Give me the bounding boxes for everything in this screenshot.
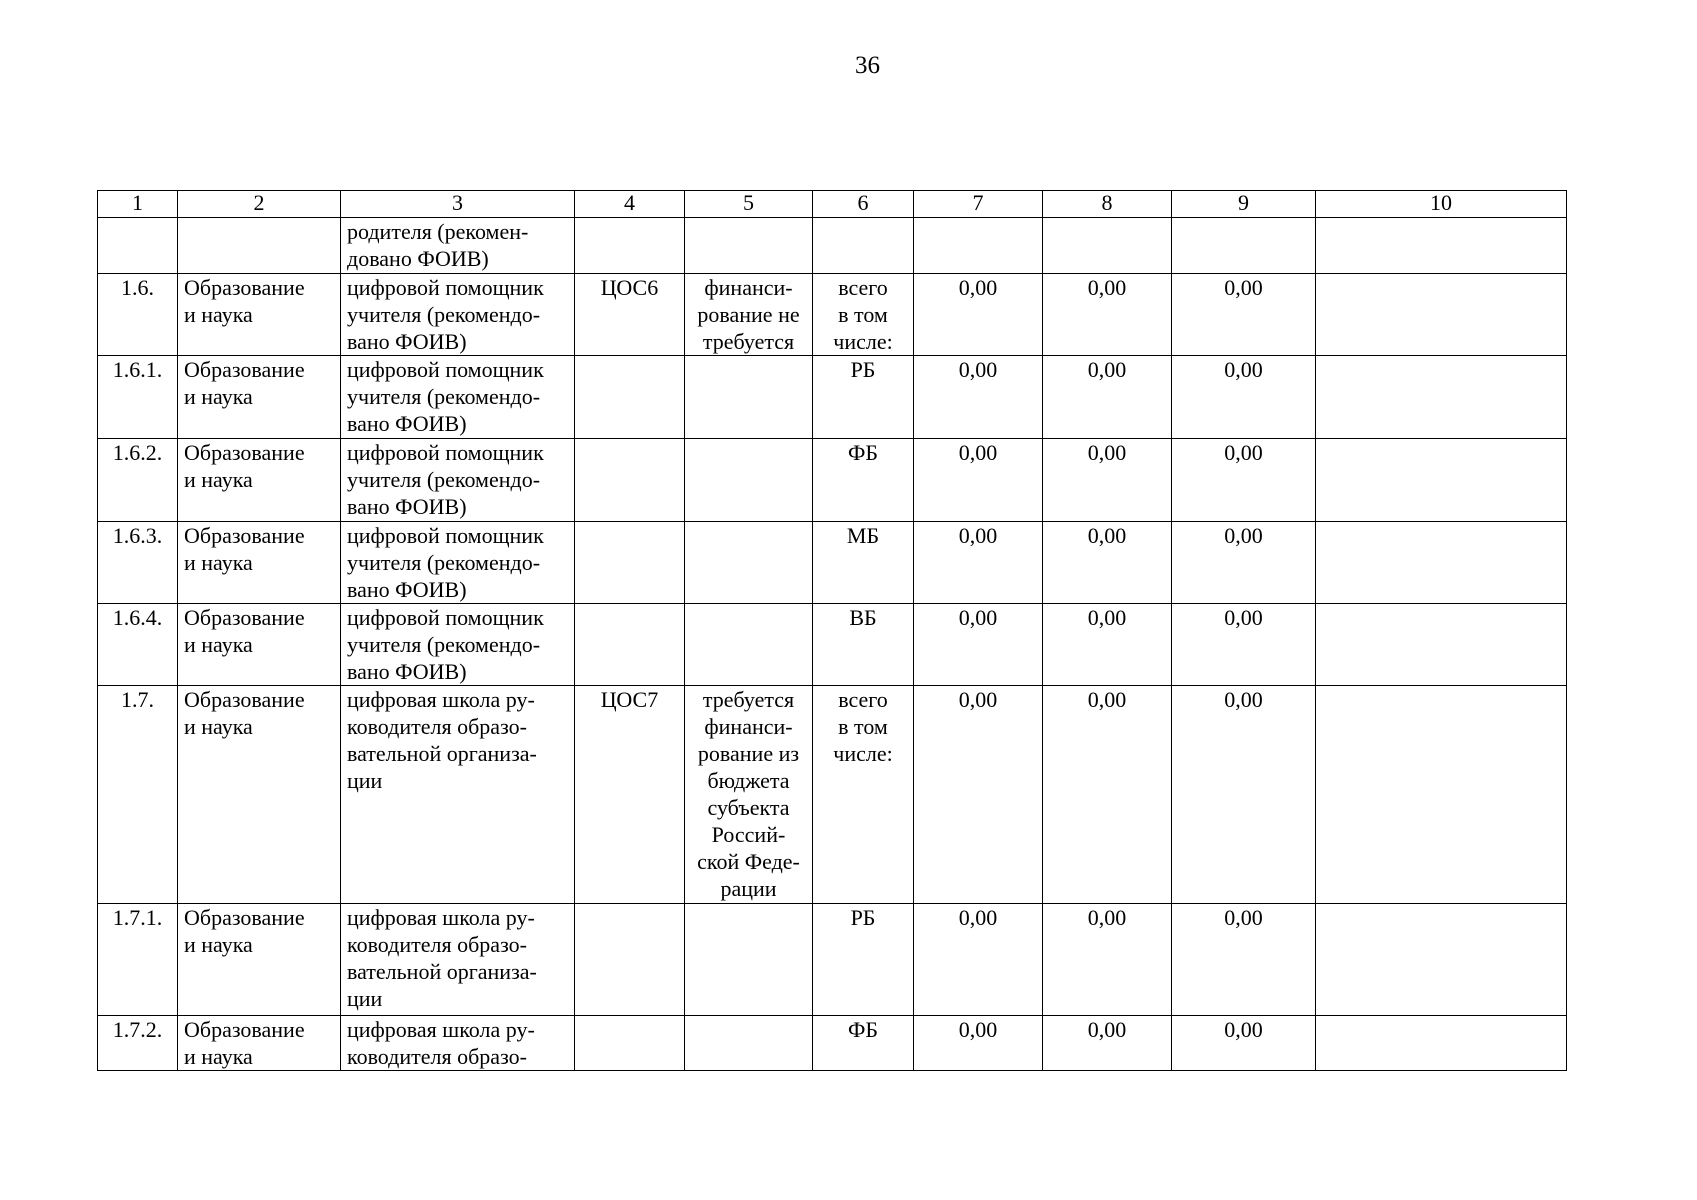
description-cell-line: вано ФОИВ) xyxy=(347,659,467,684)
value-col8-cell: 0,00 xyxy=(1043,439,1172,522)
description-cell xyxy=(341,686,575,904)
table-row xyxy=(98,439,1567,522)
description-cell xyxy=(341,904,575,1016)
notes-cell xyxy=(1316,1016,1567,1071)
source-cell xyxy=(813,686,914,904)
value-col7-cell: 0,00 xyxy=(914,604,1043,686)
description-cell-line: учителя (рекомендо- xyxy=(347,632,541,657)
description-cell-line: вано ФОИВ) xyxy=(347,494,467,519)
header-cell-1: 1 xyxy=(98,191,178,218)
financing-cell-line: требуется xyxy=(702,329,795,354)
header-cell-9: 9 xyxy=(1172,191,1316,218)
description-cell-line: учителя (рекомендо- xyxy=(347,302,541,327)
description-cell-line: ции xyxy=(347,986,383,1011)
sector-cell xyxy=(178,439,341,522)
notes-cell xyxy=(1316,439,1567,522)
value-col9-cell xyxy=(1172,218,1316,274)
description-cell-line: ководителя образо- xyxy=(347,714,527,739)
sector-cell-line: и наука xyxy=(184,632,253,657)
sector-cell xyxy=(178,522,341,604)
description-cell xyxy=(341,1016,575,1071)
code-cell xyxy=(575,356,685,439)
sector-cell-line: Образование xyxy=(184,687,305,712)
value-col8-cell: 0,00 xyxy=(1043,274,1172,356)
description-cell-line: вано ФОИВ) xyxy=(347,329,467,354)
value-col7-cell: 0,00 xyxy=(914,522,1043,604)
description-cell-line: учителя (рекомендо- xyxy=(347,467,541,492)
source-cell xyxy=(813,604,914,686)
code-cell: ЦОС6 xyxy=(575,274,685,356)
value-col8-cell: 0,00 xyxy=(1043,904,1172,1016)
source-cell-line: в том xyxy=(838,302,888,327)
header-cell-10: 10 xyxy=(1316,191,1567,218)
financing-cell-line: ской Феде- xyxy=(697,849,800,874)
financing-cell xyxy=(685,274,813,356)
header-row xyxy=(98,191,1567,218)
source-cell xyxy=(813,1016,914,1071)
description-cell xyxy=(341,439,575,522)
financing-cell xyxy=(685,218,813,274)
sector-cell-line: и наука xyxy=(184,467,253,492)
sector-cell-line: Образование xyxy=(184,905,305,930)
header-cell-7: 7 xyxy=(914,191,1043,218)
financing-cell-line: рование не xyxy=(697,302,800,327)
description-cell-line: вано ФОИВ) xyxy=(347,577,467,602)
financing-cell xyxy=(685,686,813,904)
header-cell-6: 6 xyxy=(813,191,914,218)
sector-cell-line: и наука xyxy=(184,932,253,957)
table-row xyxy=(98,522,1567,604)
value-col7-cell: 0,00 xyxy=(914,439,1043,522)
source-cell-line: ВБ xyxy=(849,605,877,630)
description-cell xyxy=(341,522,575,604)
source-cell-line: всего xyxy=(838,275,888,300)
sector-cell-line: Образование xyxy=(184,440,305,465)
description-cell-line: цифровой помощник xyxy=(347,357,544,382)
notes-cell xyxy=(1316,356,1567,439)
value-col7-cell: 0,00 xyxy=(914,686,1043,904)
value-col7-cell: 0,00 xyxy=(914,904,1043,1016)
sector-cell-line: и наука xyxy=(184,1044,253,1069)
value-col9-cell: 0,00 xyxy=(1172,904,1316,1016)
value-col7-cell xyxy=(914,218,1043,274)
description-cell-line: цифровой помощник xyxy=(347,440,544,465)
financing-cell-line: бюджета xyxy=(707,768,790,793)
value-col7-cell: 0,00 xyxy=(914,1016,1043,1071)
code-cell xyxy=(575,904,685,1016)
source-cell xyxy=(813,356,914,439)
header-cell-5: 5 xyxy=(685,191,813,218)
financing-cell-line: финанси- xyxy=(704,275,793,300)
description-cell-line: вательной организа- xyxy=(347,959,537,984)
value-col8-cell: 0,00 xyxy=(1043,604,1172,686)
notes-cell xyxy=(1316,218,1567,274)
value-col7-cell: 0,00 xyxy=(914,274,1043,356)
table-row xyxy=(98,604,1567,686)
financing-cell xyxy=(685,904,813,1016)
source-cell xyxy=(813,439,914,522)
source-cell-line: РБ xyxy=(850,357,876,382)
description-cell-line: ции xyxy=(347,768,383,793)
header-cell-8: 8 xyxy=(1043,191,1172,218)
financing-cell-line: финанси- xyxy=(704,714,793,739)
value-col9-cell: 0,00 xyxy=(1172,1016,1316,1071)
sector-cell-line: Образование xyxy=(184,605,305,630)
sector-cell xyxy=(178,356,341,439)
value-col7-cell: 0,00 xyxy=(914,356,1043,439)
notes-cell xyxy=(1316,522,1567,604)
row-number xyxy=(98,218,178,274)
source-cell-line: ФБ xyxy=(847,440,878,465)
header-cell-4: 4 xyxy=(575,191,685,218)
description-cell-line: цифровой помощник xyxy=(347,275,544,300)
sector-cell-line: Образование xyxy=(184,523,305,548)
source-cell xyxy=(813,904,914,1016)
description-cell-line: довано ФОИВ) xyxy=(347,246,489,271)
description-cell-line: цифровая школа ру- xyxy=(347,1017,535,1042)
row-number: 1.6.3. xyxy=(98,522,178,604)
financing-cell xyxy=(685,604,813,686)
code-cell xyxy=(575,1016,685,1071)
source-cell-line: всего xyxy=(838,687,888,712)
description-cell-line: цифровой помощник xyxy=(347,605,544,630)
description-cell xyxy=(341,356,575,439)
source-cell-line: числе: xyxy=(833,741,893,766)
code-cell: ЦОС7 xyxy=(575,686,685,904)
source-cell xyxy=(813,522,914,604)
description-cell xyxy=(341,218,575,274)
description-cell-line: цифровая школа ру- xyxy=(347,687,535,712)
sector-cell-line: и наука xyxy=(184,714,253,739)
sector-cell xyxy=(178,686,341,904)
header-cell-3: 3 xyxy=(341,191,575,218)
financing-table xyxy=(97,190,1567,1071)
sector-cell-line: Образование xyxy=(184,1017,305,1042)
row-number: 1.6. xyxy=(98,274,178,356)
page-number: 36 xyxy=(855,52,880,79)
table-row xyxy=(98,1016,1567,1071)
financing-cell xyxy=(685,522,813,604)
value-col9-cell: 0,00 xyxy=(1172,604,1316,686)
description-cell-line: учителя (рекомендо- xyxy=(347,550,541,575)
value-col8-cell: 0,00 xyxy=(1043,1016,1172,1071)
value-col8-cell: 0,00 xyxy=(1043,522,1172,604)
notes-cell xyxy=(1316,604,1567,686)
sector-cell xyxy=(178,1016,341,1071)
code-cell xyxy=(575,439,685,522)
source-cell xyxy=(813,274,914,356)
code-cell xyxy=(575,522,685,604)
description-cell-line: цифровая школа ру- xyxy=(347,905,535,930)
description-cell-line: ководителя образо- xyxy=(347,932,527,957)
financing-cell-line: Россий- xyxy=(711,822,786,847)
value-col8-cell: 0,00 xyxy=(1043,356,1172,439)
sector-cell-line: Образование xyxy=(184,357,305,382)
row-number: 1.6.4. xyxy=(98,604,178,686)
description-cell xyxy=(341,274,575,356)
source-cell-line: РБ xyxy=(850,905,876,930)
description-cell xyxy=(341,604,575,686)
description-cell-line: цифровой помощник xyxy=(347,523,544,548)
sector-cell-line: Образование xyxy=(184,275,305,300)
table-row xyxy=(98,356,1567,439)
table-row xyxy=(98,904,1567,1016)
value-col8-cell: 0,00 xyxy=(1043,686,1172,904)
sector-cell xyxy=(178,604,341,686)
value-col9-cell: 0,00 xyxy=(1172,356,1316,439)
financing-cell-line: субъекта xyxy=(707,795,790,820)
row-number: 1.7. xyxy=(98,686,178,904)
financing-cell-line: рование из xyxy=(697,741,800,766)
table-row xyxy=(98,218,1567,274)
table-body xyxy=(98,191,1567,1071)
sector-cell xyxy=(178,904,341,1016)
value-col9-cell: 0,00 xyxy=(1172,439,1316,522)
description-cell-line: ководителя образо- xyxy=(347,1044,527,1069)
financing-cell xyxy=(685,356,813,439)
value-col9-cell: 0,00 xyxy=(1172,274,1316,356)
financing-cell xyxy=(685,1016,813,1071)
value-col8-cell xyxy=(1043,218,1172,274)
sector-cell-line: и наука xyxy=(184,550,253,575)
financing-cell xyxy=(685,439,813,522)
source-cell-line: ФБ xyxy=(847,1017,878,1042)
code-cell xyxy=(575,604,685,686)
row-number: 1.6.2. xyxy=(98,439,178,522)
row-number: 1.6.1. xyxy=(98,356,178,439)
table-row xyxy=(98,686,1567,904)
financing-cell-line: требуется xyxy=(702,687,795,712)
financing-cell-line: рации xyxy=(720,876,777,901)
source-cell-line: в том xyxy=(838,714,888,739)
value-col9-cell: 0,00 xyxy=(1172,686,1316,904)
value-col9-cell: 0,00 xyxy=(1172,522,1316,604)
notes-cell xyxy=(1316,274,1567,356)
source-cell-line: МБ xyxy=(846,523,880,548)
sector-cell xyxy=(178,218,341,274)
table-row xyxy=(98,274,1567,356)
notes-cell xyxy=(1316,686,1567,904)
source-cell-line: числе: xyxy=(833,329,893,354)
sector-cell xyxy=(178,274,341,356)
description-cell-line: учителя (рекомендо- xyxy=(347,384,541,409)
sector-cell-line: и наука xyxy=(184,302,253,327)
row-number: 1.7.2. xyxy=(98,1016,178,1071)
sector-cell-line: и наука xyxy=(184,384,253,409)
header-cell-2: 2 xyxy=(178,191,341,218)
notes-cell xyxy=(1316,904,1567,1016)
source-cell xyxy=(813,218,914,274)
code-cell xyxy=(575,218,685,274)
row-number: 1.7.1. xyxy=(98,904,178,1016)
description-cell-line: родителя (рекомен- xyxy=(347,219,529,244)
description-cell-line: вательной организа- xyxy=(347,741,537,766)
description-cell-line: вано ФОИВ) xyxy=(347,411,467,436)
